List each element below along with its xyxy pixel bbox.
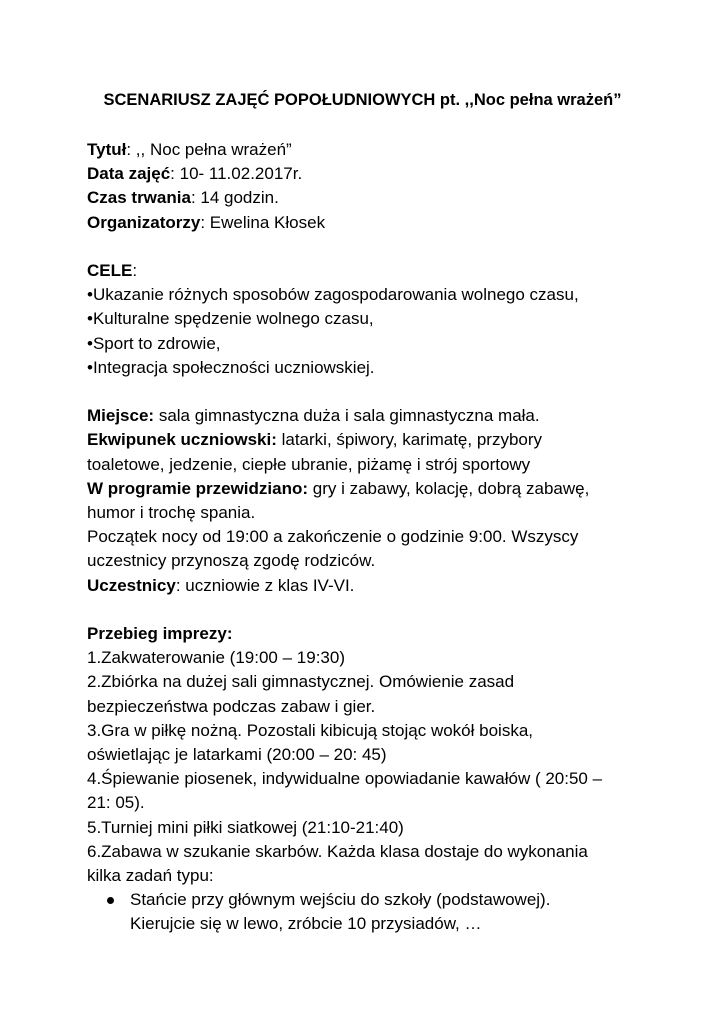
program-label: W programie przewidziano: bbox=[87, 478, 309, 498]
document-title: SCENARIUSZ ZAJĘĆ POPOŁUDNIOWYCH pt. ,,Noc pełna wrażeń” bbox=[103, 91, 622, 109]
task-bullet-list bbox=[87, 888, 647, 936]
bullet-line: Kierujcie się w lewo, zróbcie 10 przysiadów, … bbox=[130, 914, 482, 934]
participants-label: Uczestnicy bbox=[87, 575, 176, 595]
schedule-line: 5.Turniej mini piłki siatkowej (21:10-21:40) bbox=[87, 817, 404, 837]
title-label: Tytuł bbox=[87, 140, 127, 159]
organizers-value: : Ewelina Kłosek bbox=[200, 212, 326, 232]
bullet-dot-icon bbox=[107, 897, 114, 904]
info-date-line bbox=[87, 162, 647, 186]
equipment-line bbox=[87, 428, 647, 452]
spacer bbox=[87, 235, 647, 259]
goal-item: •Kulturalne spędzenie wolnego czasu, bbox=[87, 309, 374, 329]
goals-heading-label: CELE bbox=[87, 261, 133, 280]
place-value: sala gimnastyczna duża i sala gimnastyczna mała. bbox=[154, 406, 540, 426]
goal-item: •Sport to zdrowie, bbox=[87, 333, 221, 353]
start-line-continued: uczestnicy przynoszą zgodę rodziców. bbox=[87, 551, 376, 571]
date-label: Data zajęć bbox=[87, 164, 171, 184]
goal-item: •Ukazanie różnych sposobów zagospodarowania wolnego czasu, bbox=[87, 285, 579, 305]
spacer bbox=[87, 598, 647, 622]
info-duration-line bbox=[87, 186, 647, 210]
organizers-label: Organizatorzy bbox=[87, 212, 201, 232]
schedule-line: 4.Śpiewanie piosenek, indywidualne opowiadanie kawałów ( 20:50 – bbox=[87, 769, 603, 789]
date-value: : 10- 11.02.2017r. bbox=[170, 164, 303, 184]
duration-label: Czas trwania bbox=[87, 188, 191, 208]
place-label: Miejsce: bbox=[87, 406, 155, 426]
duration-value: : 14 godzin. bbox=[190, 188, 279, 208]
program-value: gry i zabawy, kolację, dobrą zabawę, bbox=[308, 478, 590, 498]
schedule-line: oświetlając je latarkami (20:00 – 20: 45) bbox=[87, 745, 387, 765]
start-line: Początek nocy od 19:00 a zakończenie o godzinie 9:00. Wszyscy bbox=[87, 527, 579, 547]
participants-line bbox=[87, 574, 647, 598]
info-title-line bbox=[87, 138, 647, 162]
equipment-line-continued: toaletowe, jedzenie, ciepłe ubranie, piżamę i strój sportowy bbox=[87, 454, 531, 474]
goals-heading bbox=[87, 259, 647, 283]
participants-value: : uczniowie z klas IV-VI. bbox=[175, 575, 355, 595]
schedule-line: 21: 05). bbox=[87, 793, 145, 813]
schedule-line: 1.Zakwaterowanie (19:00 – 19:30) bbox=[87, 648, 345, 668]
schedule-line: 2.Zbiórka na dużej sali gimnastycznej. Omówienie zasad bbox=[87, 672, 515, 692]
schedule-line: 3.Gra w piłkę nożną. Pozostali kibicują stojąc wokół boiska, bbox=[87, 720, 533, 740]
title-value: : ,, Noc pełna wrażeń” bbox=[126, 140, 292, 159]
schedule-line: bezpieczeństwa podczas zabaw i gier. bbox=[87, 696, 376, 716]
schedule-line: 6.Zabawa w szukanie skarbów. Każda klasa dostaje do wykonania bbox=[87, 841, 588, 861]
equipment-value: latarki, śpiwory, karimatę, przybory bbox=[276, 430, 543, 450]
bullet-line: Stańcie przy głównym wejściu do szkoły (podstawowej). bbox=[130, 890, 551, 910]
info-organizers-line bbox=[87, 211, 647, 235]
goal-item: •Integracja społeczności uczniowskiej. bbox=[87, 357, 375, 377]
equipment-label: Ekwipunek uczniowski: bbox=[87, 430, 277, 450]
document-body bbox=[87, 138, 647, 937]
schedule-heading bbox=[87, 622, 647, 646]
task-bullet-item bbox=[87, 888, 647, 936]
spacer bbox=[87, 380, 647, 404]
program-line bbox=[87, 477, 647, 501]
program-line-continued: humor i trochę spania. bbox=[87, 503, 256, 523]
place-line bbox=[87, 404, 647, 428]
schedule-line: kilka zadań typu: bbox=[87, 866, 214, 886]
schedule-heading-label: Przebieg imprezy: bbox=[87, 624, 233, 644]
goals-heading-suffix: : bbox=[132, 261, 138, 280]
